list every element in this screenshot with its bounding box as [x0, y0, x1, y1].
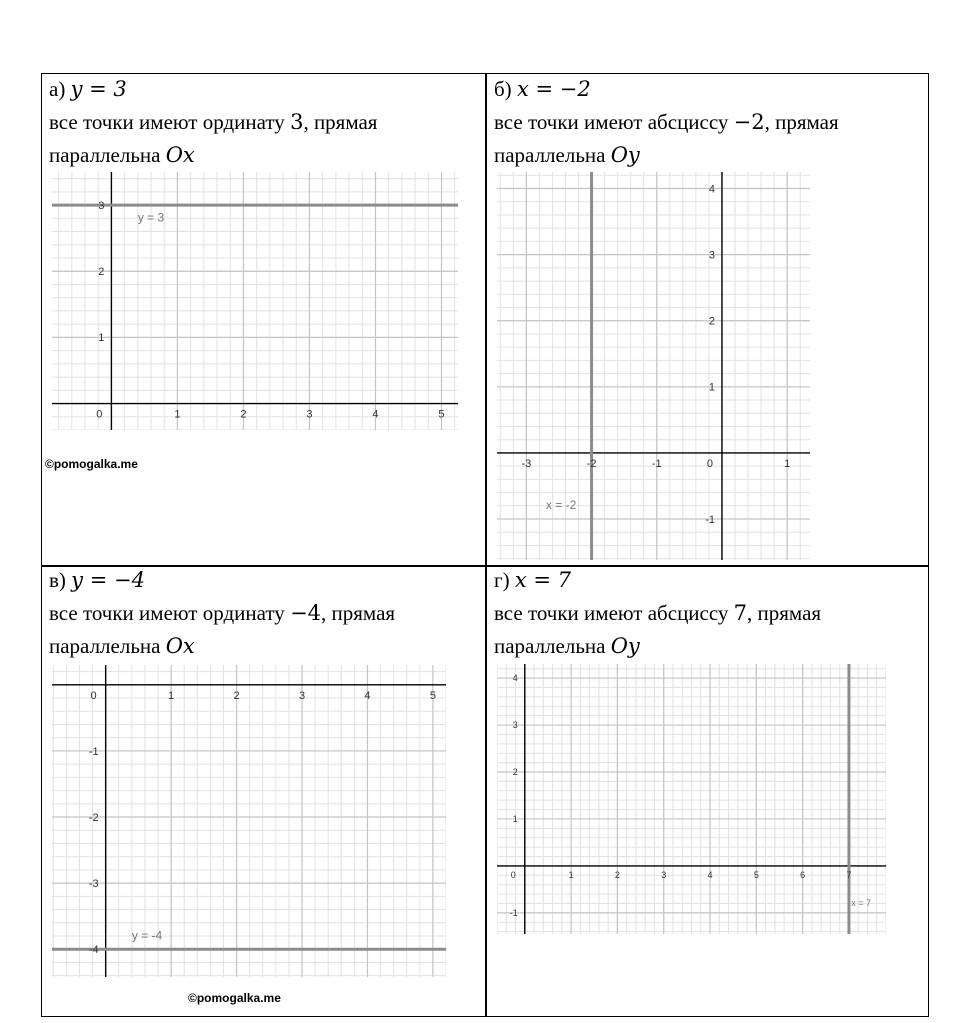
y-tick-label: 4 — [512, 673, 518, 684]
origin-label: 0 — [510, 869, 516, 880]
y-tick-label: 3 — [98, 199, 105, 212]
x-tick-label: -3 — [521, 457, 532, 470]
cell-b-description: все точки имеют абсциссу −2, прямая — [494, 110, 839, 134]
major-grid — [497, 172, 810, 560]
y-tick-label: -1 — [705, 513, 715, 526]
cell-a-text — [49, 73, 377, 172]
x-tick-label: -2 — [586, 457, 597, 470]
plot-d-svg — [497, 664, 886, 934]
y-tick-label: 3 — [708, 249, 715, 262]
cell-d-text — [494, 564, 821, 663]
x-tick-label: 2 — [233, 689, 240, 702]
y-tick-label: 3 — [512, 720, 518, 731]
cell-c-heading: в) y = −4 — [49, 568, 145, 592]
origin-label: 0 — [96, 408, 103, 421]
cell-c-text — [49, 564, 395, 663]
y-tick-label: -1 — [509, 908, 518, 919]
cell-b-parallel: параллельна Oy — [494, 143, 640, 167]
watermark-bottom: ©pomogalka.me — [188, 991, 281, 1005]
x-tick-label: 2 — [240, 408, 247, 421]
y-tick-label: -1 — [88, 745, 99, 758]
x-tick-label: 1 — [784, 457, 791, 470]
x-tick-label: 5 — [438, 408, 445, 421]
cell-a-description: все точки имеют ординату 3, прямая — [49, 110, 378, 134]
x-tick-label: -1 — [651, 457, 662, 470]
x-tick-label: 2 — [614, 869, 620, 880]
x-tick-label: 3 — [661, 869, 667, 880]
cell-b-heading: б) x = −2 — [494, 77, 591, 101]
watermark-top: ©pomogalka.me — [45, 457, 138, 471]
x-tick-label: 5 — [753, 869, 759, 880]
cell-d-heading: г) x = 7 — [494, 568, 572, 592]
x-tick-label: 4 — [372, 408, 379, 421]
minor-grid — [497, 172, 810, 560]
plot-b — [497, 172, 810, 560]
y-tick-label: 1 — [708, 381, 715, 394]
origin-label: 0 — [90, 689, 97, 702]
line-label: x = 7 — [851, 897, 872, 908]
plot-d — [497, 664, 886, 934]
major-grid — [52, 172, 458, 430]
x-tick-label: 1 — [174, 408, 181, 421]
x-tick-label: 1 — [568, 869, 574, 880]
cell-c-description: все точки имеют ординату −4, прямая — [49, 601, 396, 625]
line-label: y = -4 — [131, 928, 163, 943]
cell-d-parallel: параллельна Oy — [494, 634, 640, 658]
x-tick-label: 7 — [846, 869, 852, 880]
x-tick-label: 4 — [707, 869, 713, 880]
x-tick-label: 6 — [800, 869, 806, 880]
line-label: x = -2 — [545, 498, 577, 513]
minor-grid — [497, 664, 886, 934]
cell-b-text — [494, 73, 839, 172]
y-tick-label: -2 — [88, 811, 99, 824]
plot-c-svg — [52, 665, 446, 977]
minor-grid — [52, 172, 458, 430]
cell-d-description: все точки имеют абсциссу 7, прямая — [494, 601, 822, 625]
plot-a-svg — [52, 172, 458, 430]
cell-a-parallel: параллельна Ox — [49, 143, 195, 167]
major-grid — [52, 665, 446, 977]
x-tick-label: 5 — [429, 689, 436, 702]
plot-a — [52, 172, 458, 430]
y-tick-label: 2 — [98, 266, 105, 279]
cell-a-heading: а) y = 3 — [49, 77, 127, 101]
y-tick-label: -4 — [88, 944, 99, 957]
plot-c — [52, 665, 446, 977]
y-tick-label: 1 — [512, 814, 518, 825]
x-tick-label: 3 — [298, 689, 306, 702]
line-label: y = 3 — [137, 210, 165, 225]
y-tick-label: 2 — [512, 767, 518, 778]
y-tick-label: -3 — [88, 877, 99, 890]
y-tick-label: 1 — [98, 332, 105, 345]
minor-grid — [52, 665, 446, 977]
y-tick-label: 4 — [708, 183, 715, 196]
x-tick-label: 4 — [364, 689, 371, 702]
origin-label: 0 — [706, 457, 713, 470]
plot-b-svg — [497, 172, 810, 560]
y-tick-label: 2 — [708, 315, 715, 328]
table-vertical-divider — [485, 73, 487, 1017]
cell-c-parallel: параллельна Ox — [49, 634, 195, 658]
x-tick-label: 1 — [168, 689, 175, 702]
x-tick-label: 3 — [306, 408, 313, 421]
